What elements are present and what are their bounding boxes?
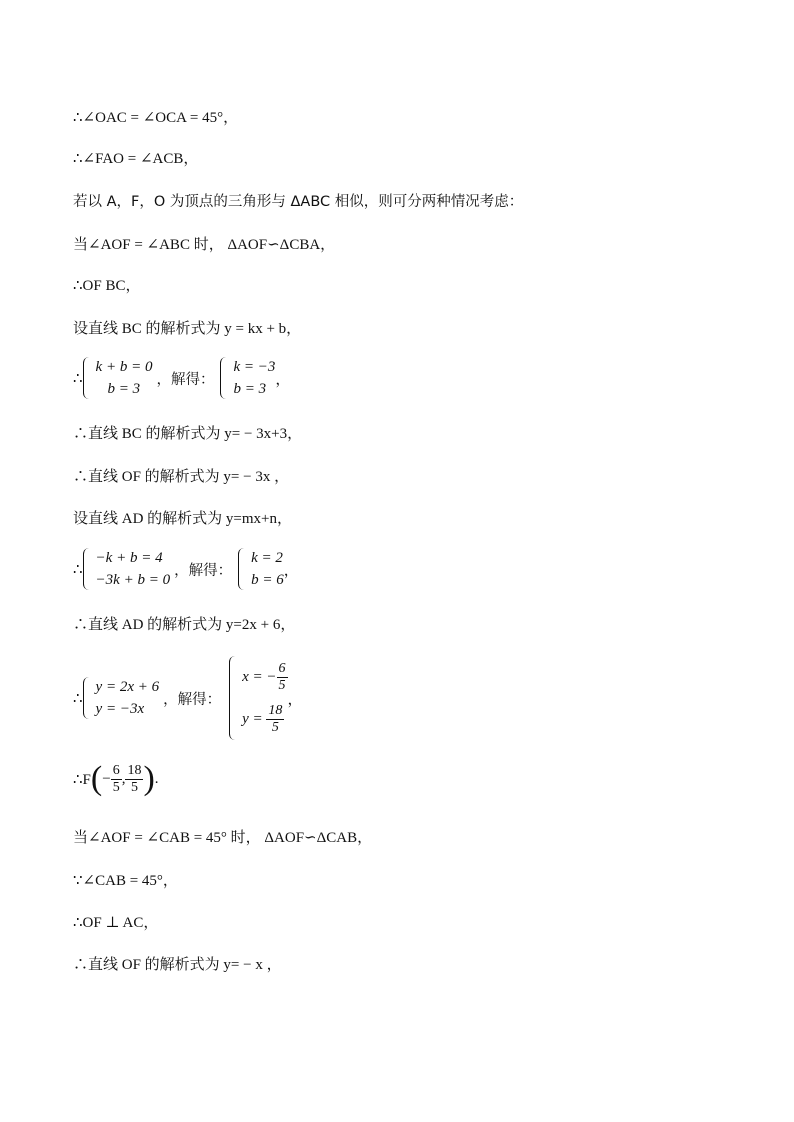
line-17: ∴OF ⊥ AC， [73,915,159,931]
fraction [266,703,284,736]
left-brace [229,656,238,740]
line-3: 若以 A，F，O 为顶点的三角形与 ΔABC 相似，则可分两种情况考虑： [73,194,524,210]
fraction [111,763,122,796]
point-f-label: ∴F [73,771,91,788]
solution-lhs: x = − [242,669,277,685]
numerator: 18 [268,703,283,719]
left-brace [83,677,92,719]
solution-eq [242,698,287,740]
equation-system-1 [73,356,290,400]
fraction [277,661,288,694]
comma: , [121,770,126,787]
solution-eq: b = 6 [251,572,284,588]
system-rows [96,547,171,591]
line-12: ∴直线 AD 的解析式为 y=2x + 6， [73,617,296,633]
system-eq: −k + b = 4 [95,550,163,566]
therefore-symbol: ∴ [73,561,83,578]
system-eq: k + b = 0 [95,359,153,375]
denominator: 5 [278,678,286,694]
line-6: 设直线 BC 的解析式为 y = kx + b， [73,321,302,337]
solution-rows [242,656,287,740]
system-eq: y = 2x + 6 [95,679,160,695]
solve-label: ，解得： [163,691,222,708]
denominator: 5 [112,779,120,795]
punctuation: ， [275,371,291,388]
system-eq: −3k + b = 0 [95,572,171,588]
therefore-symbol: ∴ [73,370,83,387]
line-5: ∴OF BC， [73,278,141,294]
solve-label: ，解得： [156,371,215,388]
numerator: 18 [127,762,142,778]
fraction [125,763,143,796]
solution-eq: k = −3 [233,359,276,375]
solve-label: ，解得： [174,562,233,579]
solution-lhs: y = [242,711,267,727]
minus-sign: − [102,770,111,787]
punctuation: ， [287,691,303,708]
system-eq: y = −3x [95,701,145,717]
line-18: ∴直线 OF 的解析式为 y= − x ， [73,957,282,973]
period: . [154,770,159,787]
line-16: ∵∠CAB = 45°， [73,873,178,889]
left-brace [220,357,229,399]
line-4: 当∠AOF = ∠ABC 时， ΔAOF∽ΔCBA， [73,237,336,253]
solution-eq: b = 3 [233,381,267,397]
denominator: 5 [271,720,279,736]
system-rows [96,356,153,400]
left-paren: ( [90,760,103,797]
line-2: ∴∠FAO = ∠ACB， [73,151,199,167]
solution-eq [242,656,287,698]
therefore-symbol: ∴ [73,690,83,707]
system-eq: b = 3 [107,381,141,397]
right-paren: ) [143,760,155,797]
line-8: ∴直线 BC 的解析式为 y= − 3x+3， [73,426,303,442]
line-10: 设直线 AD 的解析式为 y=mx+n， [73,511,293,527]
equation-system-2 [73,547,299,591]
point-f-line [73,762,159,796]
punctuation: ， [283,562,299,579]
left-brace [83,548,92,590]
system-rows [96,676,160,720]
denominator: 5 [130,779,138,795]
equation-system-3 [73,656,303,740]
left-brace [238,548,247,590]
line-9: ∴直线 OF 的解析式为 y= − 3x ， [73,469,290,485]
solution-rows [233,356,275,400]
line-15: 当∠AOF = ∠CAB = 45° 时， ΔAOF∽ΔCAB， [73,830,373,846]
solution-eq: k = 2 [251,550,283,566]
line-1: ∴∠OAC = ∠OCA = 45°， [73,110,239,126]
solution-rows [251,547,284,591]
numerator: 6 [278,661,286,677]
numerator: 6 [112,762,120,778]
left-brace [83,357,92,399]
